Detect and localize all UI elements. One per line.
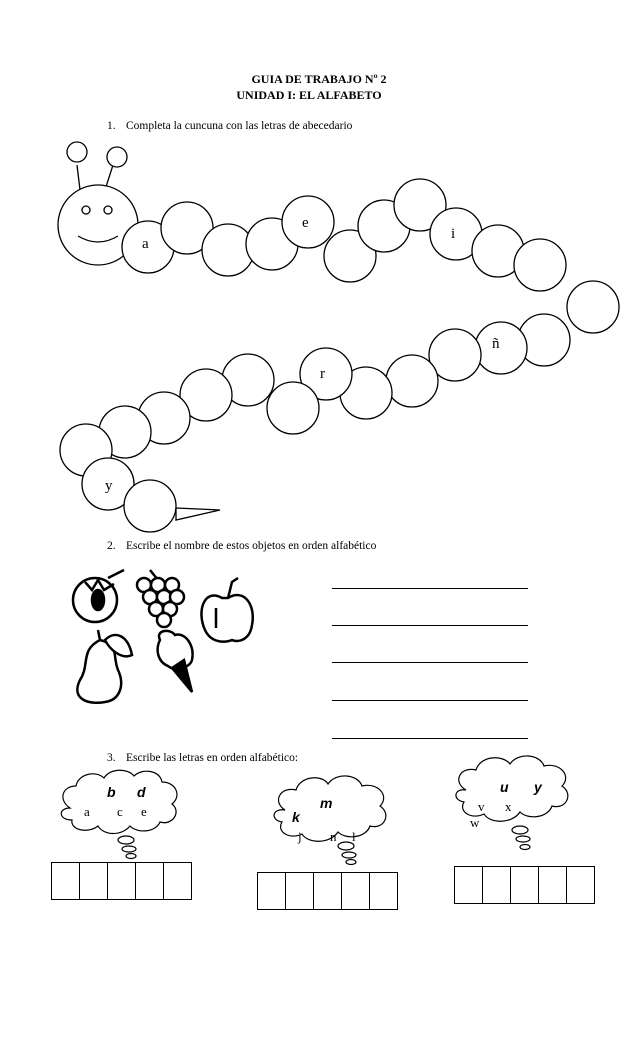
caterpillar-letter-y: y: [105, 478, 113, 494]
question-3-number: 3.: [107, 752, 116, 764]
answer-boxes-1: [51, 862, 192, 900]
caterpillar-tail: [176, 508, 220, 520]
answer-line-2[interactable]: [332, 625, 528, 626]
cloud-2-letter: n: [330, 829, 337, 844]
segment-12: [567, 281, 619, 333]
answer-box[interactable]: [455, 867, 483, 903]
answer-line-5[interactable]: [332, 738, 528, 739]
answer-box[interactable]: [52, 863, 80, 899]
cloud-3-letter: y: [534, 779, 542, 795]
segment-14: [475, 322, 527, 374]
unit-title: UNIDAD I: EL ALFABETO: [236, 88, 382, 102]
answer-box[interactable]: [370, 873, 397, 909]
cloud-1-letter: d: [137, 784, 146, 800]
answer-box[interactable]: [567, 867, 594, 903]
answer-boxes-3: [454, 866, 595, 904]
cloud-2-letter: k: [292, 809, 300, 825]
cloud-2-letter: m: [320, 795, 333, 811]
segment-11: [514, 239, 566, 291]
cloud-1-letter: c: [117, 804, 123, 819]
segment-19: [267, 382, 319, 434]
question-3-text: Escribe las letras en orden alfabético:: [126, 752, 299, 764]
thought-cloud-2: [274, 776, 386, 865]
pear-icon: [77, 630, 132, 703]
answer-box[interactable]: [136, 863, 164, 899]
antenna-right-tip: [107, 147, 127, 167]
caterpillar-eye-left: [82, 206, 90, 214]
caterpillar-letter-enie: ñ: [492, 336, 500, 352]
caterpillar-letter-e: e: [302, 215, 309, 231]
cloud-3-letter: u: [500, 779, 509, 795]
cloud-3-letter: v: [478, 799, 485, 814]
answer-box[interactable]: [342, 873, 370, 909]
fruit-illustrations: [73, 570, 253, 703]
answer-boxes-2: [257, 872, 398, 910]
answer-box[interactable]: [511, 867, 539, 903]
answer-box[interactable]: [286, 873, 314, 909]
answer-box[interactable]: [164, 863, 191, 899]
answer-box[interactable]: [108, 863, 136, 899]
answer-line-4[interactable]: [332, 700, 528, 701]
ice-cream-icon: [158, 631, 193, 692]
apple-icon: [201, 578, 252, 642]
page-title: GUIA DE TRABAJO Nº 2: [251, 72, 387, 86]
segment-26: [124, 480, 176, 532]
caterpillar-eye-right: [104, 206, 112, 214]
cloud-2-letter: j: [298, 829, 302, 844]
question-2: [107, 540, 376, 552]
answer-box[interactable]: [80, 863, 108, 899]
antenna-left: [77, 165, 80, 190]
answer-box[interactable]: [539, 867, 567, 903]
cloud-3-letter: x: [505, 799, 512, 814]
answer-box[interactable]: [258, 873, 286, 909]
antenna-left-tip: [67, 142, 87, 162]
cloud-1-letter: b: [107, 784, 116, 800]
caterpillar-letter-i: i: [451, 226, 456, 242]
answer-box[interactable]: [483, 867, 511, 903]
question-2-text: Escribe el nombre de estos objetos en orden alfabético: [126, 540, 377, 552]
cloud-1-letter: a: [84, 804, 90, 819]
answer-box[interactable]: [314, 873, 342, 909]
cloud-2-letter: l: [352, 829, 356, 844]
cloud-3-letter: w: [470, 815, 480, 830]
question-1-number: 1.: [107, 120, 116, 132]
caterpillar-letter-r: r: [320, 366, 325, 382]
question-3: [107, 752, 298, 764]
question-2-number: 2.: [107, 540, 116, 552]
tomato-icon: [73, 570, 124, 622]
answer-line-1[interactable]: [332, 588, 528, 589]
answer-line-3[interactable]: [332, 662, 528, 663]
question-1-text: Completa la cuncuna con las letras de abecedario: [126, 120, 353, 132]
grapes-icon: [137, 570, 184, 627]
cloud-1-letter: e: [141, 804, 147, 819]
segment-16: [386, 355, 438, 407]
caterpillar-letter-a: a: [142, 236, 149, 252]
